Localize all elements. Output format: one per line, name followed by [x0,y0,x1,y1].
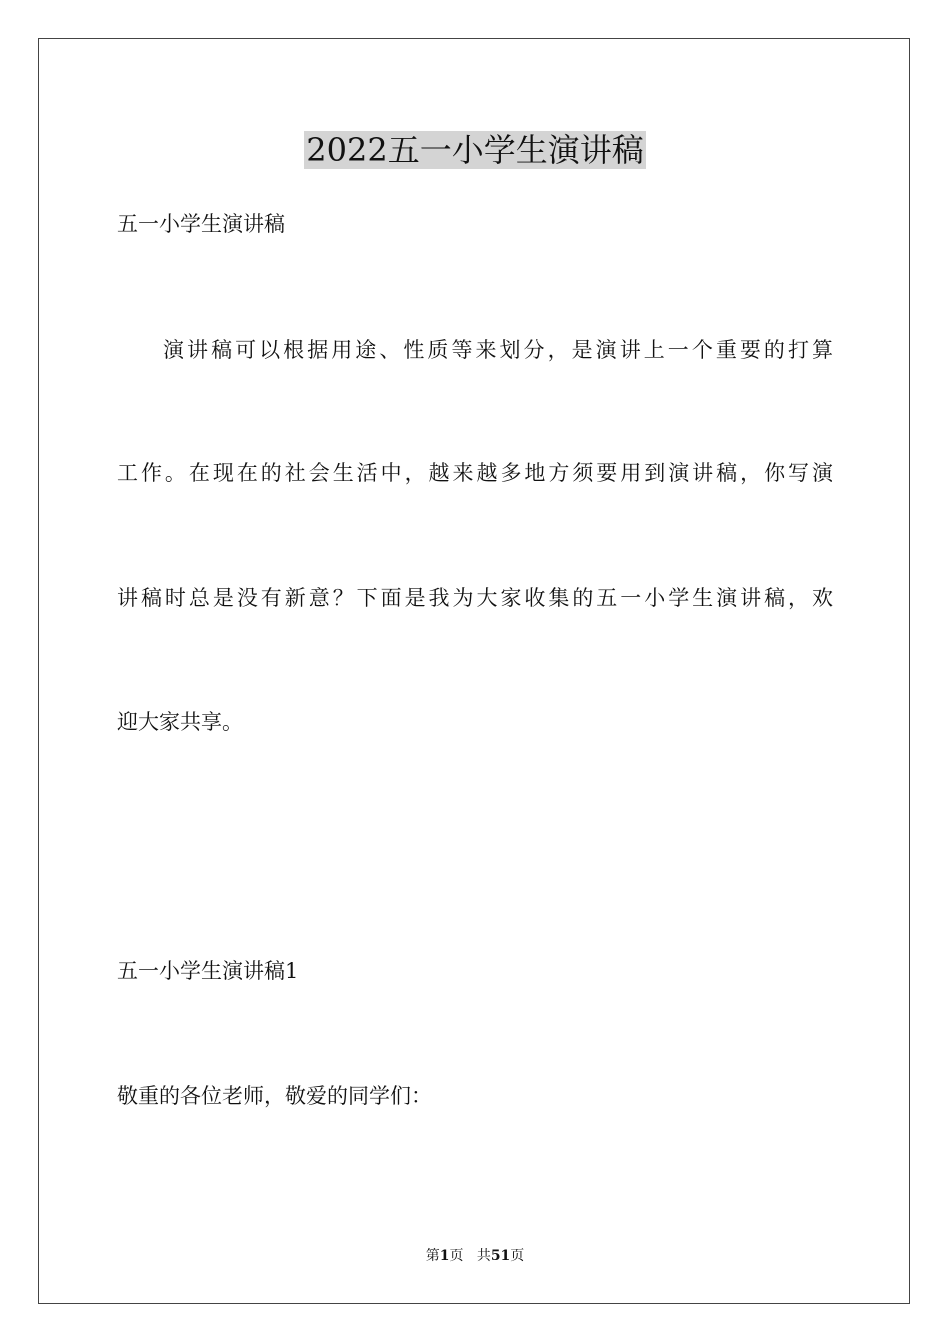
document-subtitle: 五一小学生演讲稿 [117,212,285,236]
document-title [0,128,950,172]
page-footer [0,1246,950,1266]
footer-current-page: 1 [439,1248,450,1264]
intro-line-4: 迎大家共享。 [117,710,243,734]
footer-total-pages: 51 [490,1248,511,1264]
footer-prefix: 第 [425,1248,440,1264]
footer-page-word: 页 [449,1248,464,1264]
document-title-text: 2022五一小学生演讲稿 [306,131,644,169]
intro-line-2: 工作。在现在的社会生活中，越来越多地方须要用到演讲稿，你写演 [117,461,833,485]
greeting: 敬重的各位老师，敬爱的同学们： [117,1084,432,1108]
intro-line-1: 演讲稿可以根据用途、性质等来划分，是演讲上一个重要的打算 [163,338,833,362]
intro-line-3: 讲稿时总是没有新意？下面是我为大家收集的五一小学生演讲稿，欢 [117,586,833,610]
footer-total-suffix: 页 [510,1248,525,1264]
footer-total-prefix: 共 [476,1248,491,1264]
section-heading: 五一小学生演讲稿1 [117,959,299,983]
